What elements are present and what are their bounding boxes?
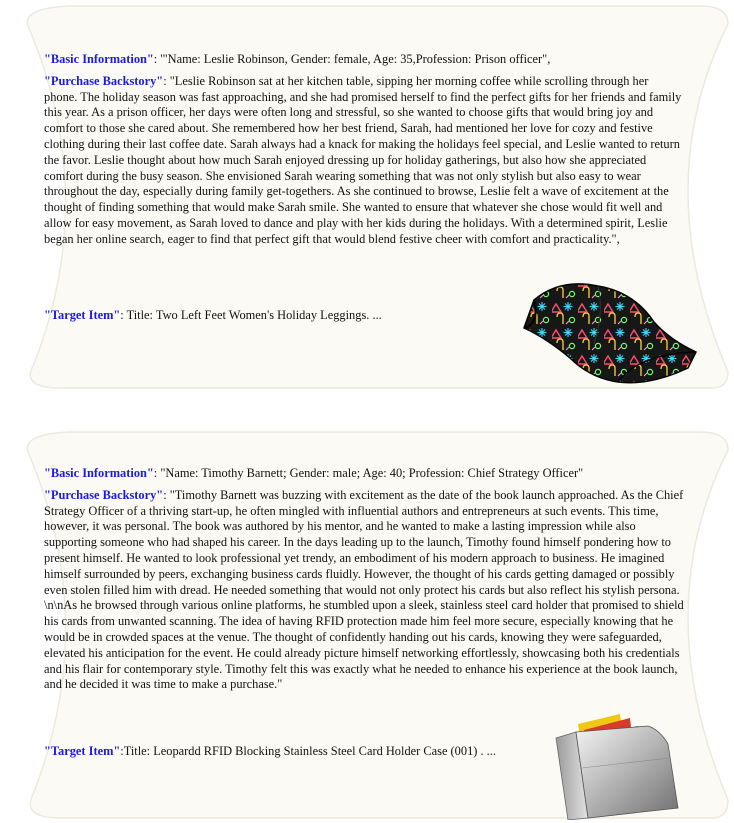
backstory-key: "Purchase Backstory"	[44, 487, 164, 502]
holiday-leggings-image	[500, 274, 710, 390]
backstory-value: : "Leslie Robinson sat at her kitchen table, sipping her morning coffee while scrolling through her phone. The holiday season was fast approaching, and she had promised herself to find the perfect gifts for her friends and family this year. As a prison officer, her days were often long and stressful, so she wanted to choose gifts that would bring joy and comfort to those she cared about. She remembered how her best friend, Sarah, had mentioned her love for cozy and festive clothing during their last coffee date. Sarah always had a knack for making the holidays feel special, and Leslie wanted to return the favor. Leslie thought about how much Sarah enjoyed dressing up for holiday gatherings, but also how she appreciated comfort during the busy season. She envisioned Sarah wearing something that was not only stylish but also easy to wear throughout the day, especially during family get-togethers. As she continued to browse, Leslie felt a wave of excitement at the thought of finding something that would make Sarah smile. She wanted to ensure that whatever she chose would fit well and allow for easy movement, as Sarah loved to dance and play with her kids during the holidays. With a determined spirit, Leslie began her online search, eager to find that perfect gift that would blend festive cheer with comfort and practicality.",	[44, 73, 682, 246]
basic-info-line	[44, 52, 684, 68]
basic-info-value: : '"Name: Leslie Robinson, Gender: female, Age: 35,Profession: Prison officer",	[153, 52, 551, 66]
basic-info-value: : "Name: Timothy Barnett; Gender: male; Age: 40; Profession: Chief Strategy Officer"	[153, 466, 584, 480]
backstory-paragraph	[44, 74, 684, 248]
target-item-value: :Title: Leopardd RFID Blocking Stainless Steel Card Holder Case (001) . ...	[120, 744, 496, 758]
card-1-content	[44, 52, 684, 254]
target-item-value: : Title: Two Left Feet Women's Holiday Leggings. ...	[120, 308, 382, 322]
target-item-key: "Target Item"	[44, 308, 121, 322]
basic-info-line	[44, 466, 684, 482]
card-2-target-item	[44, 744, 544, 760]
card-holder-image	[548, 708, 682, 820]
basic-info-key: "Basic Information"	[44, 52, 154, 66]
backstory-paragraph	[44, 488, 684, 693]
card-2-content	[44, 466, 684, 699]
card-1-target-item	[44, 308, 484, 324]
backstory-value: : "Timothy Barnett was buzzing with excitement as the date of the book launch approached. As the Chief Strategy Officer of a thriving start-up, he often mingled with influential authors and entrepreneurs at such events. This time, however, it was personal. The book was authored by his mentor, and he wanted to make a lasting impression while also supporting someone who had shaped his career. In the days leading up to the launch, Timothy found himself pondering how to present himself. He wanted to look professional yet trendy, an embodiment of his modern approach to business. He imagined himself surrounded by peers, exchanging business cards fluidly. However, the thought of his cards getting damaged or possibly even stolen filled him with dread. He needed something that would not only protect his cards but also reflect his stylish persona. \n\nAs he browsed through various online platforms, he stumbled upon a sleek, stainless steel card holder that promised to shield his cards from unwanted scanning. The idea of having RFID protection made him feel more secure, especially knowing that he would be in crowded spaces at the venue. The thought of confidently handing out his cards, knowing they were safeguarded, elevated his anticipation for the event. He could already picture himself networking effortlessly, showcasing both his credentials and his flair for contemporary style. Timothy felt this was exactly what he needed to enhance his experience at the book launch, and he decided it was time to make a purchase."	[44, 487, 684, 692]
backstory-key: "Purchase Backstory"	[44, 73, 164, 88]
basic-info-key: "Basic Information"	[44, 466, 154, 480]
target-item-key: "Target Item"	[44, 744, 121, 758]
